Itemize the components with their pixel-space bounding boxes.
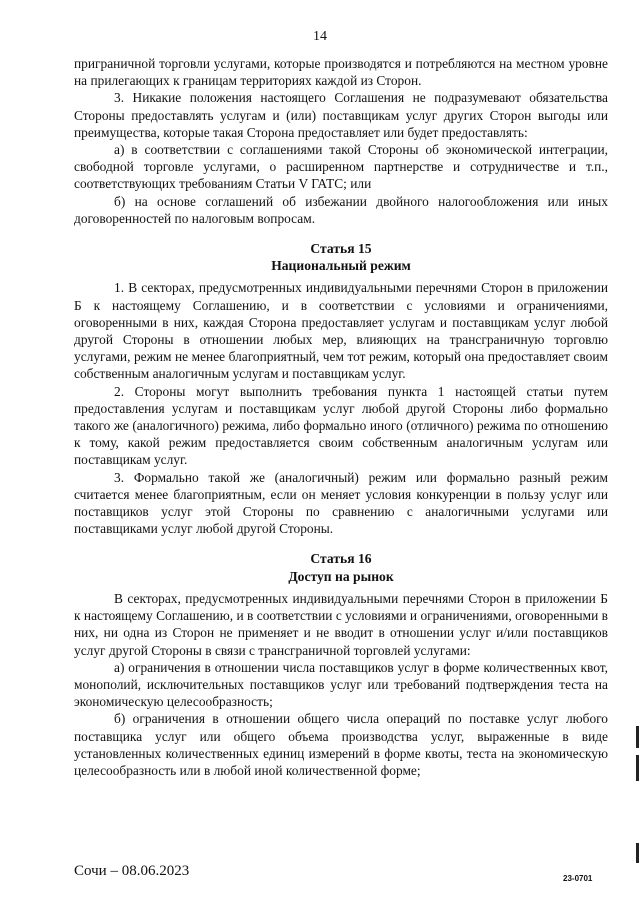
list-item: а) в соответствии с соглашениями такой Стороны об экономической интеграции, свободной торговле услугами, о расширенном партнерстве и сотрудничестве и т.п., соответствующих требованиям Статьи V ГАТС; или [74, 142, 608, 192]
article-title: Доступ на рынок [288, 568, 394, 584]
page-number: 14 [313, 29, 327, 44]
paragraph: приграничной торговли услугами, которые производятся и потребляются на местном уровне на прилегающих к границам территориях каждой из Сторон. [74, 56, 608, 89]
scan-edge-mark [636, 843, 639, 863]
article-number: Статья 15 [310, 241, 372, 257]
article-number: Статья 16 [310, 551, 372, 567]
paragraph: 2. Стороны могут выполнить требования пункта 1 настоящей статьи путем предоставления услугам и поставщикам услуг любой другой Стороны либо формально такого же (аналогичного) режима, либо формально иного (отличного) режима по отношению к тому, какой режим предоставляется своим собственным аналогичным услугам или поставщикам услуг. [74, 383, 608, 468]
paragraph: 3. Никакие положения настоящего Соглашения не подразумевают обязательства Стороны предоставлять услугам и (или) поставщикам услуг других Сторон выгоды или преимущества, которые такая Сторона предоставляет или будет предоставлять: [74, 90, 608, 140]
footer-doc-code: 23-0701 [563, 874, 593, 883]
article-heading [74, 240, 608, 274]
list-item: б) ограничения в отношении общего числа операций по поставке услуг любого поставщика услуг или общего объема производства услуг, выраженные в виде установленных количественных единиц измерений в форме квоты, теста на экономическую целесообразность или в любой иной количественной форме; [74, 711, 608, 778]
article-title: Национальный режим [271, 258, 411, 274]
paragraph: 1. В секторах, предусмотренных индивидуальными перечнями Сторон в приложении Б к настоящему Соглашению, и в соответствии с условиями и ограничениями, оговоренными в них, каждая Сторона предоставляет услугам и поставщикам услуг любой другой Стороны в отношении любых мер, влияющих на трансграничную торговлю услугами, режим не менее благоприятный, чем тот режим, который она предоставляет своим собственным аналогичным услугам и поставщикам услуг. [74, 280, 608, 382]
list-item: а) ограничения в отношении числа поставщиков услуг в форме количественных квот, монополий, исключительных поставщиков услуг или требований подтверждения теста на экономическую целесообразность; [74, 659, 608, 710]
paragraph: В секторах, предусмотренных индивидуальными перечнями Сторон в приложении Б к настоящему Соглашению, и в соответствии с условиями и ограничениями, оговоренными в них, ни одна из Сторон не применяет и не вводит в отношении услуг и/или поставщиков услуг другой Стороны в связи с трансграничной торговлей услугами: [74, 590, 608, 658]
list-item: б) на основе соглашений об избежании двойного налогообложения или иных договоренностей по налоговым вопросам. [74, 193, 608, 226]
footer-place-date: Сочи – 08.06.2023 [74, 863, 190, 879]
page-content [74, 55, 608, 779]
paragraph: 3. Формально такой же (аналогичный) режим или формально разный режим считается менее благоприятным, если он меняет условия конкуренции в пользу услуг или поставщиков услуг этой Стороны по сравнению с аналогичными услугами или поставщиками услуг любой другой Стороны. [74, 469, 608, 537]
scan-edge-mark [636, 755, 639, 781]
scan-edge-mark [636, 726, 639, 748]
article-heading [74, 550, 608, 584]
